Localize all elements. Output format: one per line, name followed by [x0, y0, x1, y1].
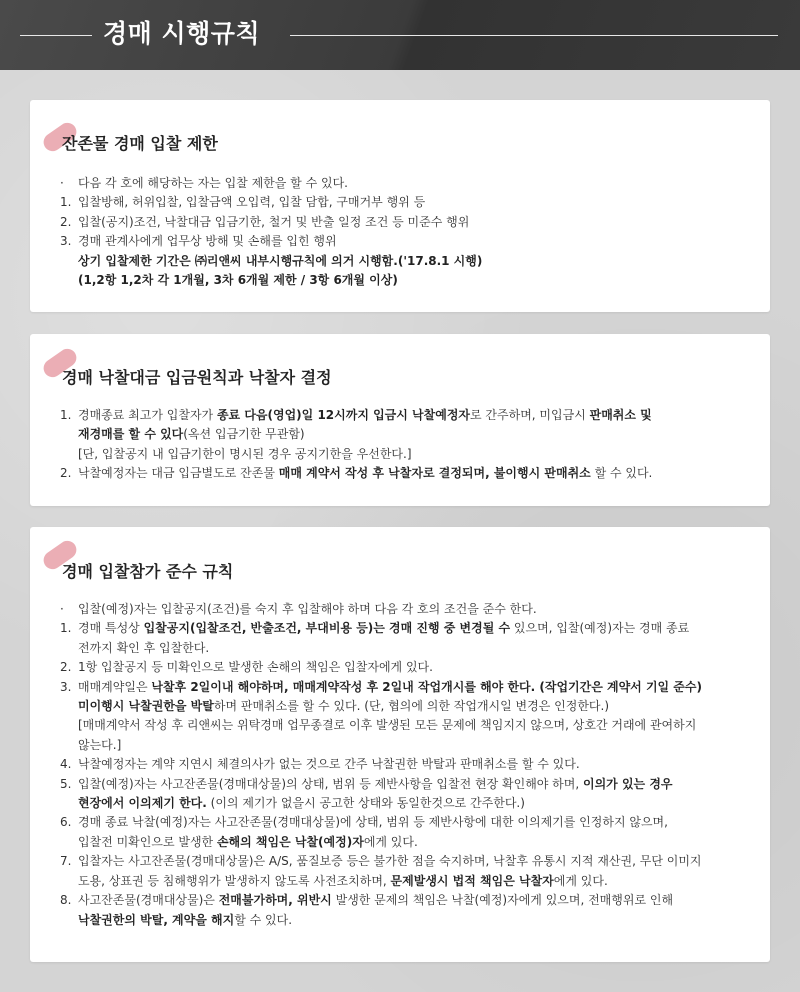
- rule-text: 로 간주하며, 미입금시: [470, 408, 590, 422]
- rule-text-bold: (1,2항 1,2차 각 1개월, 3차 6개월 제한 / 3항 6개월 이상): [78, 273, 398, 288]
- rule-text: 할 수 있다.: [590, 466, 653, 481]
- rule-line: [60, 425, 760, 444]
- rule-text: (옥션 입금기한 무관함): [183, 427, 305, 442]
- rule-marker: 1.: [60, 621, 72, 636]
- rule-text: [매매계약서 작성 후 리앤씨는 위탁경매 업무종결로 이후 발생된 모든 문제에 책임지지 않으며, 상호간 거래에 관여하지: [78, 718, 697, 733]
- rule-marker: 1.: [60, 195, 72, 210]
- rule-line: [60, 600, 760, 619]
- rule-line: [60, 213, 760, 232]
- rule-text-bold: 문제발생시 법적 책임은 낙찰자: [390, 873, 554, 888]
- rule-line: [60, 174, 760, 193]
- rule-line: [60, 716, 760, 735]
- rule-text: 낙찰예정자는 계약 지연시 체결의사가 없는 것으로 간주 낙찰권한 박탈과 판매취소를 할 수 있다.: [78, 757, 580, 772]
- rule-text: 1항 입찰공지 등 미확인으로 발생한 손해의 책임은 입찰자에게 있다.: [78, 660, 433, 675]
- rule-text-bold: 이의가 있는 경우: [583, 776, 673, 791]
- rule-text: 사고잔존물(경매대상물)은: [78, 893, 219, 908]
- rule-marker: 3.: [60, 234, 72, 249]
- rule-marker: 6.: [60, 815, 72, 830]
- rule-line: [60, 911, 760, 930]
- rule-text: 경매종료 최고가 입찰자가: [78, 408, 217, 422]
- section-body: [60, 406, 760, 484]
- rule-line: [60, 193, 760, 212]
- rule-text: 에게 있다.: [363, 834, 418, 849]
- section-body: [60, 600, 760, 930]
- rule-line: [60, 813, 760, 832]
- rule-marker: ·: [60, 602, 64, 616]
- rule-marker: 8.: [60, 893, 72, 908]
- rule-marker: 4.: [60, 757, 72, 772]
- section-title: 잔존물 경매 입찰 제한: [62, 134, 218, 153]
- rule-line: [60, 891, 760, 910]
- rule-text-bold: 상기 입찰제한 기간은 ㈜리앤씨 내부시행규칙에 의거 시행함.('17.8.1 시행): [78, 253, 483, 268]
- rule-text: 낙찰예정자는 대금 입금별도로 잔존물: [78, 466, 279, 481]
- rule-text: 도용, 상표권 등 침해행위가 발생하지 않도록 사전조치하며,: [78, 873, 391, 888]
- rule-line: [60, 775, 760, 794]
- rule-marker: 1.: [60, 408, 72, 422]
- rule-marker: 3.: [60, 679, 72, 694]
- rule-text: 다음 각 호에 해당하는 자는 입찰 제한을 할 수 있다.: [78, 176, 348, 190]
- rule-text: 입찰자는 사고잔존물(경매대상물)은 A/S, 품질보증 등은 불가한 점을 숙지하며, 낙찰후 유통시 지적 재산권, 무단 이미지: [78, 854, 702, 869]
- rule-text-bold: 낙찰권한의 박탈, 계약을 해지: [78, 912, 235, 927]
- rule-text: 입찰(공지)조건, 낙찰대금 입금기한, 철거 및 반출 일정 조건 등 미준수 행위: [78, 214, 470, 229]
- rule-text: 매매계약일은: [78, 679, 152, 694]
- rule-text-bold: 전매불가하며, 위반시: [218, 893, 332, 908]
- rule-text: (이의 제기가 없을시 공고한 상태와 동일한것으로 간주한다.): [206, 796, 525, 811]
- section-card-payment-rules: [30, 334, 770, 506]
- rule-text: 경매 특성상: [78, 621, 144, 636]
- rule-text: 입찰방해, 허위입찰, 입찰금액 오입력, 입찰 담합, 구매거부 행위 등: [78, 195, 426, 210]
- section-card-participation-rules: [30, 527, 770, 962]
- rule-text-bold: 현장에서 이의제기 한다.: [78, 796, 207, 811]
- rule-text-bold: 손해의 책임은 낙찰(예정)자: [216, 834, 364, 849]
- section-body: [60, 174, 760, 290]
- header-rule-right: [290, 35, 778, 36]
- rule-line: [60, 736, 760, 755]
- rule-line: [60, 619, 760, 638]
- page-header: [0, 0, 800, 70]
- rule-line: [60, 639, 760, 658]
- rule-text: 입찰전 미확인으로 발생한: [78, 834, 217, 849]
- rule-text: 않는다.]: [78, 737, 122, 752]
- rule-marker: 5.: [60, 776, 72, 791]
- rule-text-bold: 매매 계약서 작성 후 낙찰자로 결정되며, 불이행시 판매취소: [278, 466, 591, 481]
- rule-text-bold: 입찰공지(입찰조건, 반출조건, 부대비용 등)는 경매 진행 중 변경될 수: [143, 621, 511, 636]
- rule-line: [60, 678, 760, 697]
- rule-line: [60, 406, 760, 425]
- rule-line: [60, 445, 760, 464]
- rule-marker: 2.: [60, 466, 72, 481]
- rule-text: 에게 있다.: [553, 873, 608, 888]
- rule-text: 하며 판매취소를 할 수 있다. (단, 협의에 의한 작업개시일 변경은 인정한다.): [213, 699, 609, 714]
- rule-line: [60, 852, 760, 871]
- rule-text-bold: 판매취소 및: [589, 408, 652, 422]
- rule-text-bold: 낙찰후 2일이내 해야하며, 매매계약작성 후 2일내 작업개시를 해야 한다. (작업기간은 계약서 기일 준수): [151, 679, 702, 694]
- rule-text: 경매 종료 낙찰(예정)자는 사고잔존물(경매대상물)에 상태, 범위 등 제반사항에 대한 이의제기를 인정하지 않으며,: [78, 815, 668, 830]
- rule-text: 발생한 문제의 책임은 낙찰(예정)자에게 있으며, 전매행위로 인해: [331, 893, 674, 908]
- header-rule-left: [20, 35, 92, 36]
- rule-text: 입찰(예정)자는 사고잔존물(경매대상물)의 상태, 범위 등 제반사항을 입찰전 현장 확인해야 하며,: [78, 776, 583, 791]
- rule-text: [단, 입찰공지 내 입금기한이 명시된 경우 공지기한을 우선한다.]: [78, 446, 412, 461]
- rule-text: 있으며, 입찰(예정)자는 경매 종료: [510, 621, 690, 636]
- rule-marker: ·: [60, 176, 64, 190]
- rule-text-bold: 미이행시 낙찰권한을 박탈: [78, 699, 214, 714]
- rule-line: [60, 252, 760, 271]
- section-card-bid-restriction: [30, 100, 770, 312]
- rule-line: [60, 872, 760, 891]
- rule-text: 전까지 확인 후 입찰한다.: [78, 640, 210, 655]
- rule-line: [60, 697, 760, 716]
- rule-marker: 7.: [60, 854, 72, 869]
- section-title: 경매 입찰참가 준수 규칙: [62, 562, 234, 581]
- rule-marker: 2.: [60, 214, 72, 229]
- rule-line: [60, 755, 760, 774]
- rule-line: [60, 464, 760, 483]
- rule-text: 할 수 있다.: [234, 912, 293, 927]
- rule-text-bold: 재경매를 할 수 있다: [78, 427, 184, 442]
- rule-line: [60, 271, 760, 290]
- page-title: 경매 시행규칙: [103, 19, 261, 48]
- rule-line: [60, 833, 760, 852]
- rule-text-bold: 종료 다음(영업)일 12시까지 입금시 낙찰예정자: [216, 408, 471, 422]
- rule-text: 입찰(예정)자는 입찰공지(조건)를 숙지 후 입찰해야 하며 다음 각 호의 조건을 준수 한다.: [78, 602, 537, 616]
- rule-line: [60, 794, 760, 813]
- rule-marker: 2.: [60, 660, 72, 675]
- rule-line: [60, 658, 760, 677]
- rule-line: [60, 232, 760, 251]
- rule-text: 경매 관계사에게 업무상 방해 및 손해를 입힌 행위: [78, 234, 337, 249]
- section-title: 경매 낙찰대금 입금원칙과 낙찰자 결정: [62, 368, 332, 387]
